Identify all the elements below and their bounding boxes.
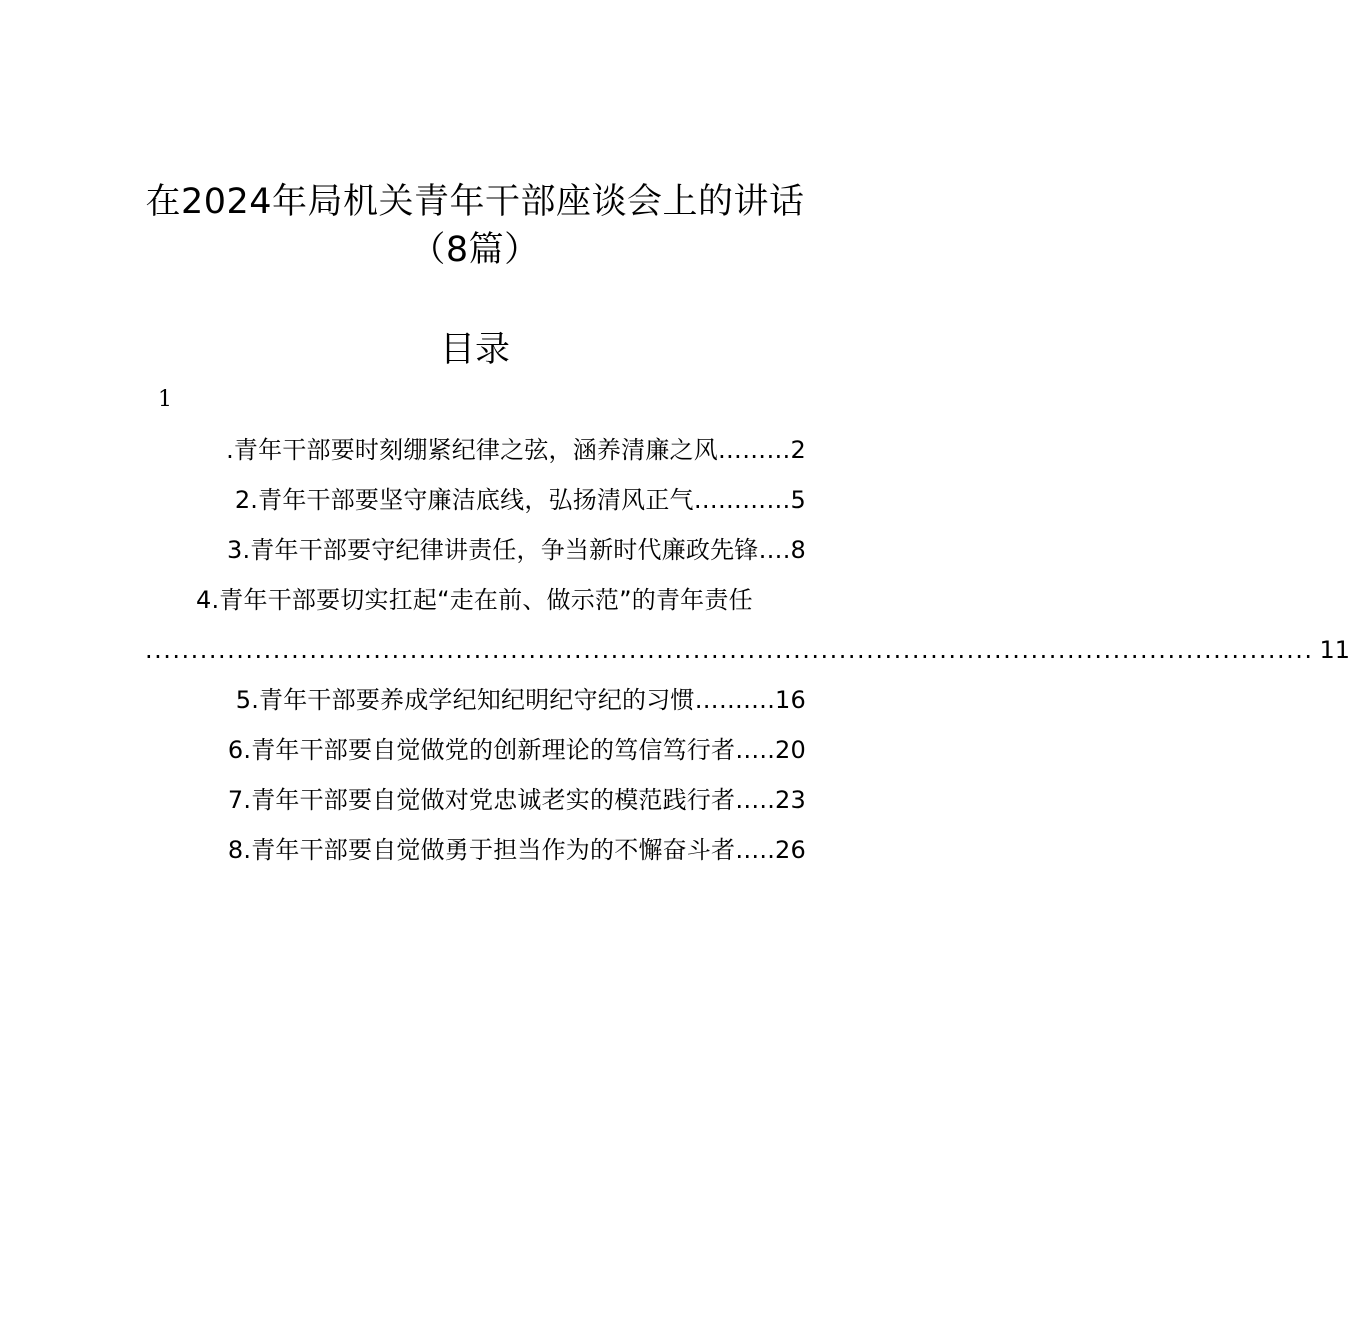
toc-entry-5[interactable]: 5.青年干部要养成学纪知纪明纪守纪的习惯……….16	[235, 686, 806, 714]
stray-number: 1	[158, 387, 172, 412]
toc-page-number: 11	[1319, 636, 1350, 664]
toc-entry-2[interactable]: 2.青年干部要坚守廉洁底线，弘扬清风正气…………5	[234, 486, 806, 514]
toc-entry-3[interactable]: 3.青年干部要守纪律讲责任，争当新时代廉政先锋….8	[227, 536, 806, 564]
toc-entry-8[interactable]: 8.青年干部要自觉做勇于担当作为的不懈奋斗者…..26	[227, 836, 806, 864]
toc-entry-7[interactable]: 7.青年干部要自觉做对党忠诚老实的模范践行者…..23	[227, 786, 806, 814]
toc-entry-4-leader[interactable]	[145, 634, 1350, 666]
document-title: 在2024年局机关青年干部座谈会上的讲话	[145, 182, 805, 222]
toc-entry-1[interactable]: .青年干部要时刻绷紧纪律之弦，涵养清廉之风………2	[226, 436, 806, 464]
toc-entry-4[interactable]: 4.青年干部要切实扛起“走在前、做示范”的青年责任	[196, 586, 753, 614]
toc-entry-6[interactable]: 6.青年干部要自觉做党的创新理论的笃信笃行者…..20	[227, 736, 806, 764]
toc-heading: 目录	[439, 330, 510, 370]
document-title-count: （8篇）	[410, 230, 540, 270]
toc-dot-leader: ................................................................................................................................	[145, 636, 1314, 664]
